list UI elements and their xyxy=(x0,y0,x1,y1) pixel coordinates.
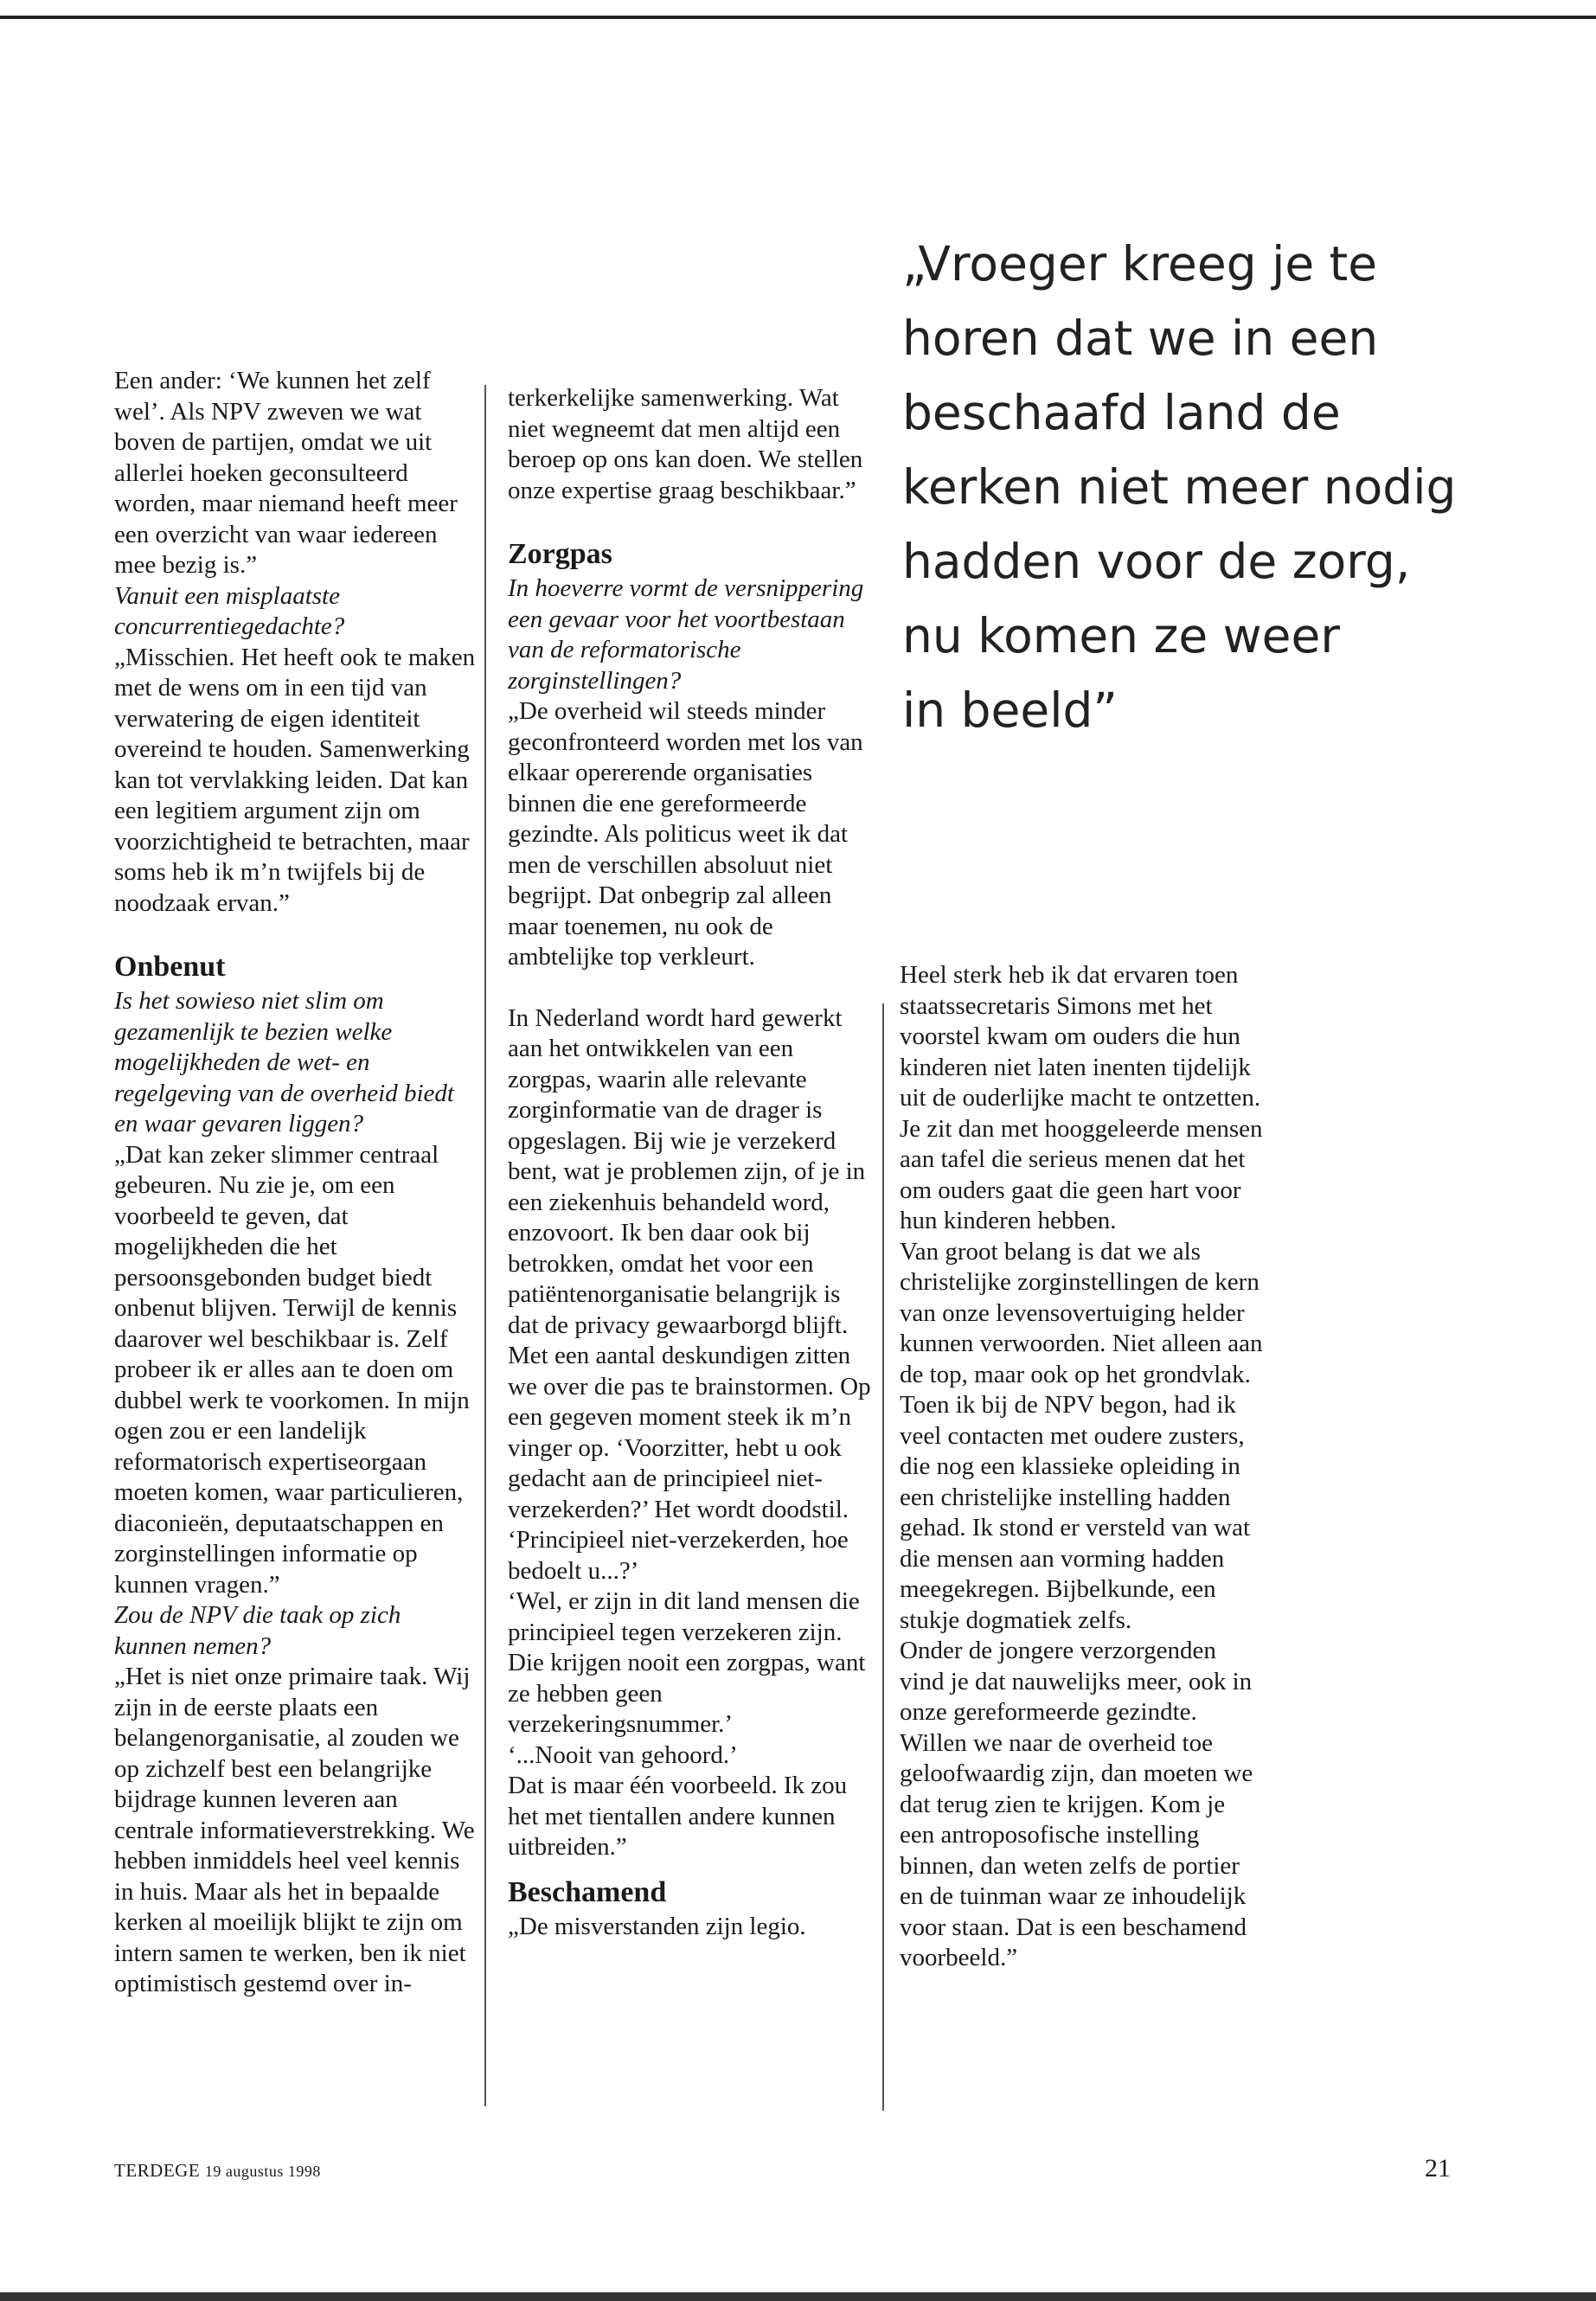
paragraph: „Misschien. Het heeft ook te maken met de wens om in een tijd van verwatering de eigen identiteit overeind te houden. Samenwerking kan tot vervlakking leiden. Dat kan een legitiem argument zijn om voorzichtigheid te betrachten, maar soms heb ik m’n twijfels bij de noodzaak ervan.” xyxy=(114,643,476,917)
footer-publication xyxy=(114,2160,321,2182)
paragraph: „De overheid wil steeds minder geconfronteerd worden met los van elkaar opererende organisaties binnen die ene gereformeerde gezindte. Als politicus weet ik dat men de verschillen absoluut niet begrijpt. Dat onbegrip zal alleen maar toenemen, nu ook de ambtelijke top verkleurt. xyxy=(508,697,863,971)
pull-quote-line: „Vroeger kreeg je te xyxy=(902,236,1378,292)
pull-quote xyxy=(902,227,1525,747)
article-column-1 xyxy=(114,366,478,2000)
paragraph: terkerkelijke samenwerking. Wat niet wegneemt dat men altijd een beroep op ons kan doen. We stellen onze expertise graag beschikbaar.” xyxy=(508,384,863,504)
magazine-name: TERDEGE xyxy=(114,2160,201,2181)
interview-question: Vanuit een misplaatste concurrentiegedachte? xyxy=(114,581,345,640)
paragraph: Heel sterk heb ik dat ervaren toen staatssecretaris Simons met het voorstel kwam om ouders die hun kinderen niet laten inenten tijdelijk uit de ouderlijke macht te ontzetten. Je zit dan met hooggeleerde mensen aan tafel die serieus menen dat het om ouders gaat die geen hart voor hun kinderen hebben. xyxy=(900,961,1263,1234)
column-divider xyxy=(882,1003,884,2111)
page-number: 21 xyxy=(1425,2154,1451,2182)
pull-quote-line: horen dat we in een xyxy=(902,311,1379,366)
paragraph: ‘Wel, er zijn in dit land mensen die principieel tegen verzekeren zijn. Die krijgen nooit een zorgpas, want ze hebben geen verzekeringsnummer.’ xyxy=(508,1587,866,1738)
paragraph: ‘...Nooit van gehoord.’ xyxy=(508,1740,738,1769)
paragraph: Een ander: ‘We kunnen het zelf wel’. Als NPV zweven we wat boven de partijen, omdat we uit allerlei hoeken geconsulteerd worden, maar niemand heeft meer een overzicht van waar iedereen mee bezig is.” xyxy=(114,367,458,579)
pull-quote-line: in beeld” xyxy=(902,683,1118,738)
top-rule xyxy=(0,16,1596,19)
pull-quote-line: beschaafd land de xyxy=(902,385,1341,440)
paragraph: In Nederland wordt hard gewerkt aan het ontwikkelen van een zorgpas, waarin alle relevante zorginformatie van de drager is opgeslagen. Bij wie je verzekerd bent, wat je problemen zijn, of je in een ziekenhuis behandeld word, enzovoort. Ik ben daar ook bij betrokken, omdat het voor een patiëntenorganisatie belangrijk is dat de privacy gewaarborgd blijft. xyxy=(508,1003,866,1339)
pull-quote-line: nu komen ze weer xyxy=(902,608,1340,663)
pull-quote-line: kerken niet meer nodig xyxy=(902,459,1457,515)
column-divider xyxy=(484,385,486,2106)
paragraph: Met een aantal deskundigen zitten we over die pas te brainstormen. Op een gegeven moment steek ik m’n vinger op. ‘Voorzitter, hebt u ook gedacht aan de principieel niet-verzekerden?’ Het wordt doodstil. xyxy=(508,1342,871,1523)
issue-date: 19 augustus 1998 xyxy=(204,2163,321,2180)
bottom-edge xyxy=(0,2292,1596,2301)
pull-quote-line: hadden voor de zorg, xyxy=(902,534,1411,589)
paragraph: „De misverstanden zijn legio. xyxy=(508,1912,806,1940)
paragraph: „Dat kan zeker slimmer centraal gebeuren. Nu zie je, om een voorbeeld te geven, dat mogelijkheden die het persoonsgebonden budget biedt onbenut blijven. Terwijl de kennis daarover wel beschikbaar is. Zelf probeer ik er alles aan te doen om dubbel werk te voorkomen. In mijn ogen zou er een landelijk reformatorisch expertiseorgaan moeten komen, waar particulieren, diaconieën, deputaatschappen en zorginstellingen informatie op kunnen vragen.” xyxy=(114,1140,470,1599)
section-heading-zorgpas: Zorgpas xyxy=(508,538,612,570)
paragraph: „Het is niet onze primaire taak. Wij zijn in de eerste plaats een belangenorganisatie, al zouden we op zichzelf best een belangrijke bijdrage kunnen leveren aan centrale informatieverstrekking. We hebben inmiddels heel veel kennis in huis. Maar als het in bepaalde kerken al moeilijk blijkt te zijn om intern samen te werken, ben ik niet optimistisch gestemd over in- xyxy=(114,1663,475,1997)
interview-question: Zou de NPV die taak op zich kunnen nemen? xyxy=(114,1601,401,1660)
paragraph: Onder de jongere verzorgenden vind je dat nauwelijks meer, ook in onze gereformeerde gezindte. Willen we naar de overheid toe geloofwaardig zijn, dan moeten we dat terug zien te krijgen. Kom je een antroposofische instelling binnen, dan weten zelfs de portier en de tuinman waar ze inhoudelijk voor staan. Dat is een beschamend voorbeeld.” xyxy=(900,1637,1253,1971)
paragraph: Van groot belang is dat we als christelijke zorginstellingen de kern van onze levensovertuiging helder kunnen verwoorden. Niet alleen aan de top, maar ook op het grondvlak. Toen ik bij de NPV begon, had ik veel contacten met oudere zusters, die nog een klassieke opleiding in een christelijke instelling hadden gehad. Ik stond er versteld van wat die mensen aan vorming hadden meegekregen. Bijbelkunde, een stukje dogmatiek zelfs. xyxy=(900,1237,1263,1634)
interview-question: In hoeverre vormt de versnippering een gevaar voor het voortbestaan van de reformatorische zorginstellingen? xyxy=(508,574,864,695)
article-column-3 xyxy=(900,960,1263,1974)
paragraph: Dat is maar één voorbeeld. Ik zou het met tientallen andere kunnen uitbreiden.” xyxy=(508,1772,848,1861)
section-heading-onbenut: Onbenut xyxy=(114,951,226,983)
section-heading-beschamend: Beschamend xyxy=(508,1875,667,1908)
article-column-2 xyxy=(508,383,871,1942)
interview-question: Is het sowieso niet slim om gezamenlijk te bezien welke mogelijkheden de wet- en regelgeving van de overheid biedt en waar gevaren liggen? xyxy=(114,987,454,1138)
paragraph: ‘Principieel niet-verzekerden, hoe bedoelt u...?’ xyxy=(508,1526,849,1585)
